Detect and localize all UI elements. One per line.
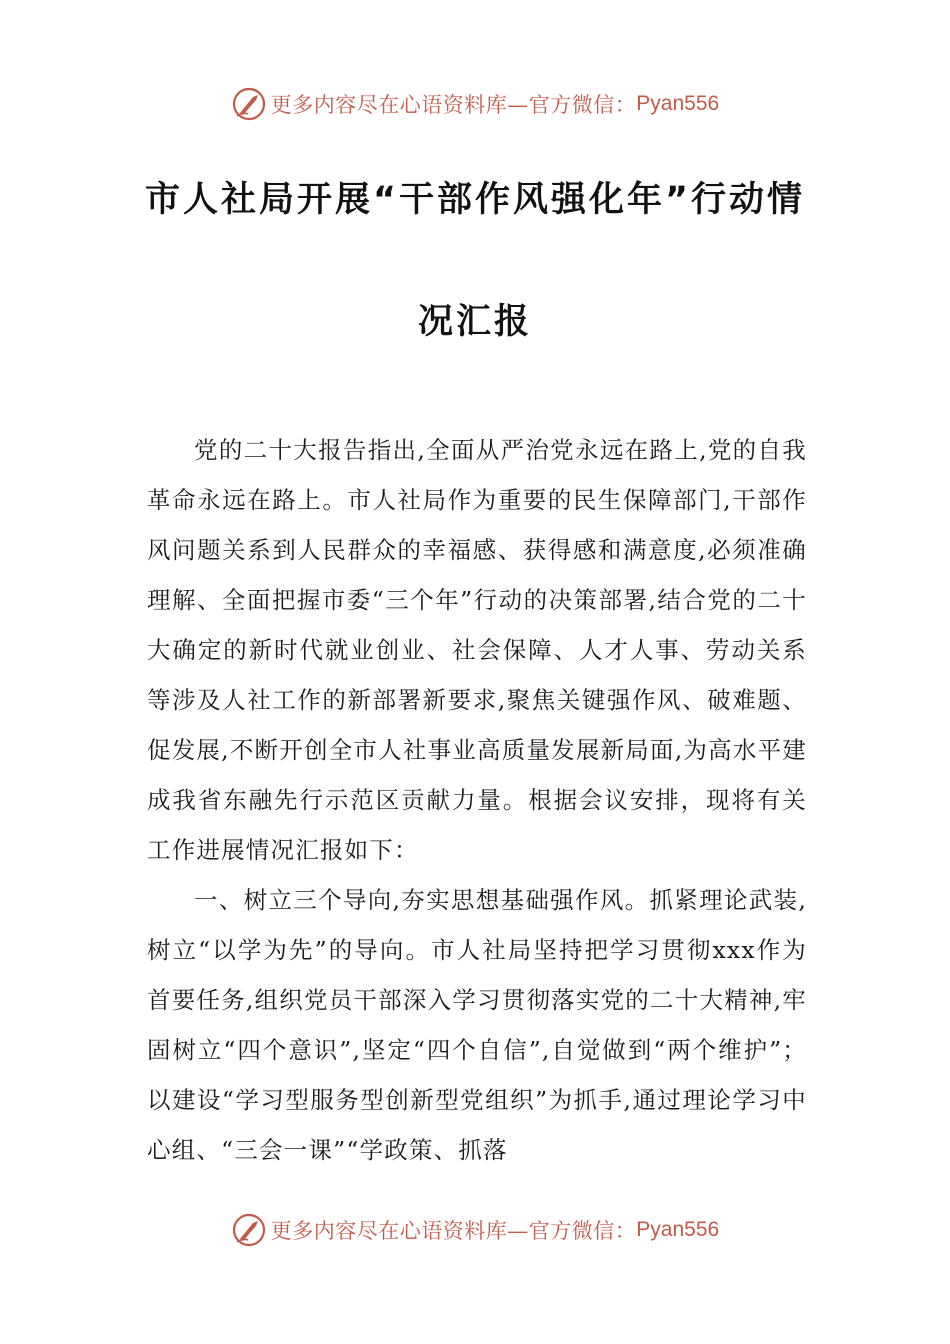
doc-body xyxy=(147,425,807,1175)
paragraph-intro: 党的二十大报告指出,全面从严治党永远在路上,党的自我革命永远在路上。市人社局作为重要的民生保障部门,干部作风问题关系到人民群众的幸福感、获得感和满意度,必须准确理解、全面把握市委“三个年”行动的决策部署,结合党的二十大确定的新时代就业创业、社会保障、人才人事、劳动关系等涉及人社工作的新部署新要求,聚焦关键强作风、破难题、促发展,不断开创全市人社事业高质量发展新局面,为高水平建成我省东融先行示范区贡献力量。根据会议安排，现将有关工作进展情况汇报如下： xyxy=(147,436,807,864)
footer-banner xyxy=(0,1210,950,1250)
pen-nib-circle-icon xyxy=(231,86,267,122)
banner-text: 更多内容尽在心语资料库—官方微信： xyxy=(270,1219,637,1243)
doc-title-line-2: 况汇报 xyxy=(417,302,532,342)
wechat-id: Pyan556 xyxy=(636,92,720,115)
header-banner xyxy=(0,84,950,124)
paragraph-section-1: 一、树立三个导向,夯实思想基础强作风。抓紧理论武装,树立“以学为先”的导向。市人社局坚持把学习贯彻xxx作为首要任务,组织党员干部深入学习贯彻落实党的二十大精神,牢固树立“四个意识”,坚定“四个自信”,自觉做到“两个维护”；以建设“学习型服务型创新型党组织”为抓手,通过理论学习中心组、“三会一课”“学政策、抓落 xyxy=(147,886,807,1164)
doc-title-line-1: 市人社局开展“干部作风强化年”行动情 xyxy=(144,180,805,220)
wechat-id: Pyan556 xyxy=(636,1218,720,1241)
banner-text: 更多内容尽在心语资料库—官方微信： xyxy=(270,93,637,117)
pen-nib-circle-icon xyxy=(231,1212,267,1248)
